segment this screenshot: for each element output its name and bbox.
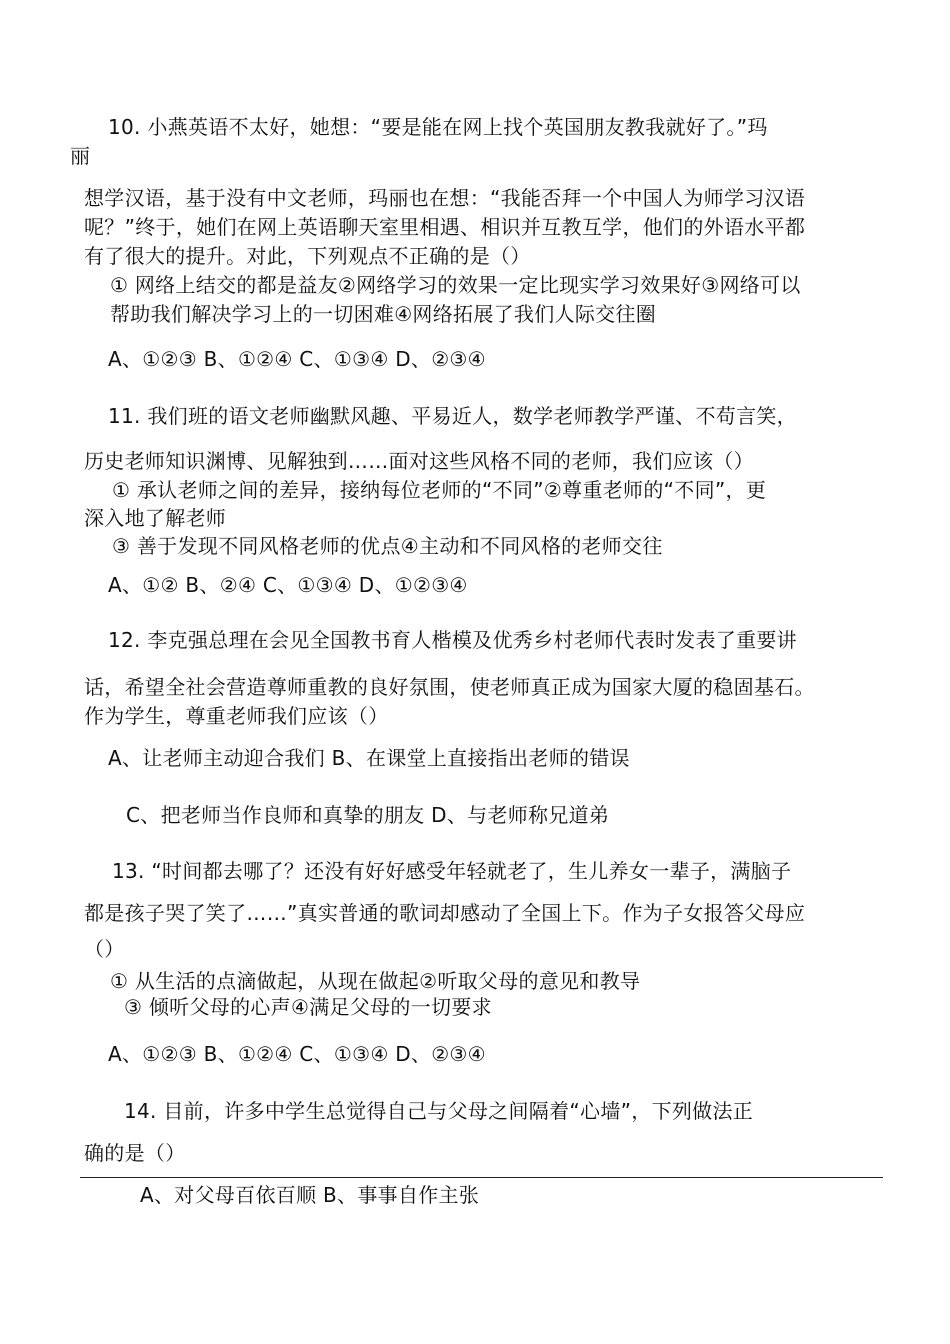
question-text-line: 作为学生，尊重老师我们应该（） [84,704,389,728]
statement-line: 帮助我们解决学习上的一切困难④网络拓展了我们人际交往圈 [110,302,657,326]
answer-options: A、①② B、②④ C、①③④ D、①②③④ [108,573,468,597]
question-text-line: 11. 我们班的语文老师幽默风趣、平易近人，数学老师教学严谨、不苟言笑， [108,404,797,428]
question-text-line: 10. 小燕英语不太好，她想：“要是能在网上找个英国朋友教我就好了。”玛 [108,115,768,139]
statement-line: 深入地了解老师 [84,506,227,530]
answer-options: A、①②③ B、①②④ C、①③④ D、②③④ [108,1042,486,1066]
question-text-line: 呢？”终于，她们在网上英语聊天室里相遇、相识并互教互学，他们的外语水平都 [84,215,806,239]
question-text-line: （） [84,937,125,961]
answer-options: A、让老师主动迎合我们 B、在课堂上直接指出老师的错误 [108,746,630,770]
question-text-line: 丽 [70,144,91,168]
statement-line: ① 从生活的点滴做起，从现在做起②听取父母的意见和教导 [110,969,641,993]
question-text-line: 话，希望全社会营造尊师重教的良好氛围，使老师真正成为国家大厦的稳固基石。 [84,675,815,699]
question-text-line: 历史老师知识渊博、见解独到……面对这些风格不同的老师，我们应该（） [84,449,754,473]
statement-line: ③ 善于发现不同风格老师的优点④主动和不同风格的老师交往 [112,534,663,558]
horizontal-rule [80,1177,883,1178]
answer-options: A、①②③ B、①②④ C、①③④ D、②③④ [108,347,486,371]
statement-line: ① 承认老师之间的差异，接纳每位老师的“不同”②尊重老师的“不同”，更 [112,478,767,502]
question-text-line: 都是孩子哭了笑了……”真实普通的歌词却感动了全国上下。作为子女报答父母应 [84,901,806,925]
statement-line: ① 网络上结交的都是益友②网络学习的效果一定比现实学习效果好③网络可以 [110,273,801,297]
question-text-line: 想学汉语，基于没有中文老师，玛丽也在想：“我能否拜一个中国人为师学习汉语 [84,186,806,210]
question-text-line: 14. 目前，许多中学生总觉得自己与父母之间隔着“心墙”，下列做法正 [124,1099,754,1123]
question-text-line: 确的是（） [84,1141,186,1165]
answer-options: A、对父母百依百顺 B、事事自作主张 [140,1183,480,1207]
question-text-line: 13. “时间都去哪了？还没有好好感受年轻就老了，生儿养女一辈子，满脑子 [112,859,792,883]
statement-line: ③ 倾听父母的心声④满足父母的一切要求 [124,995,492,1019]
answer-options: C、把老师当作良师和真挚的朋友 D、与老师称兄道弟 [126,803,610,827]
question-text-line: 有了很大的提升。对此，下列观点不正确的是（） [84,244,531,268]
question-text-line: 12. 李克强总理在会见全国教书育人楷模及优秀乡村老师代表时发表了重要讲 [108,628,797,652]
